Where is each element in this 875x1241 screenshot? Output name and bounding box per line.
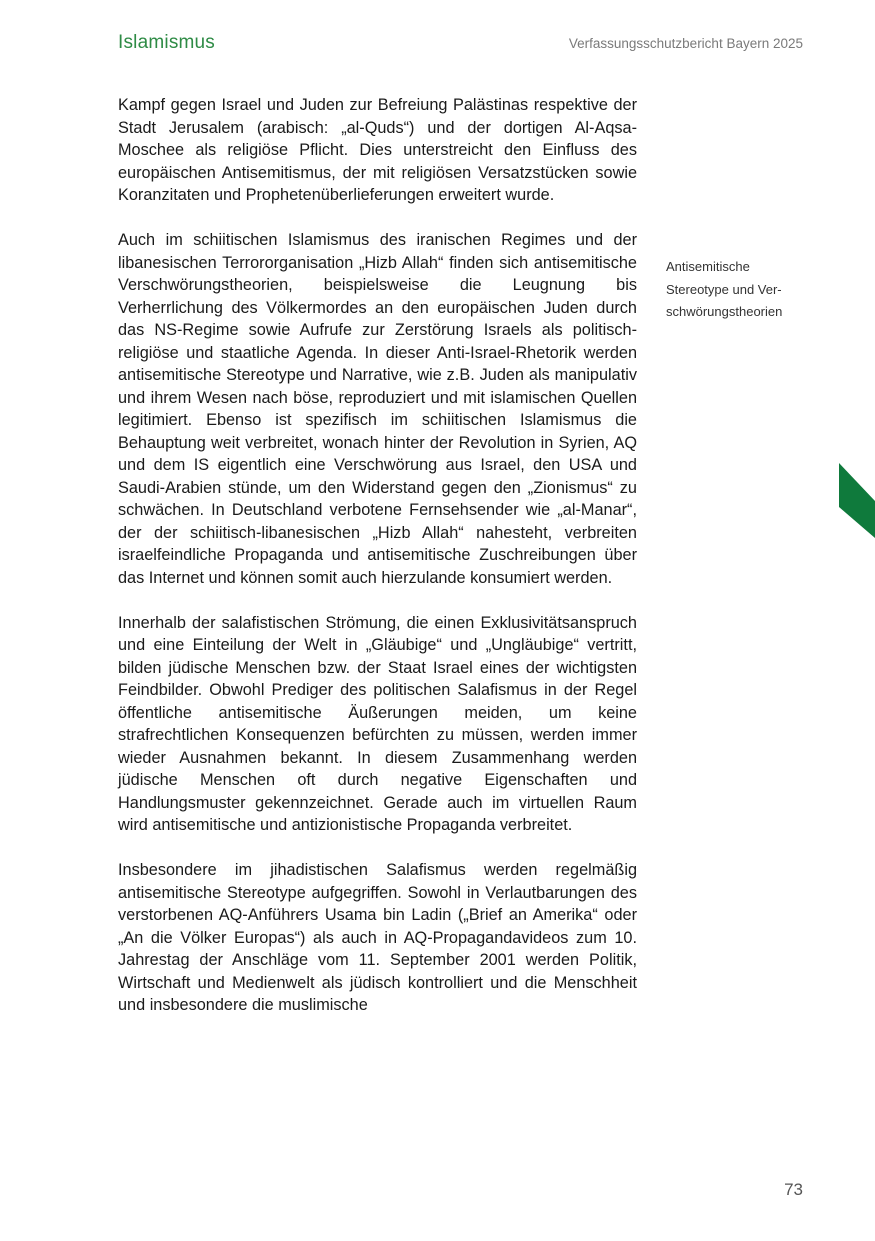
margin-note-line: schwörungstheorien bbox=[666, 304, 783, 319]
margin-note-line: Antisemitische bbox=[666, 259, 750, 274]
margin-note-line: Stereotype und Ver- bbox=[666, 281, 782, 297]
chapter-tab-shape bbox=[839, 463, 875, 538]
paragraph: Insbesondere im jihadistischen Salafismus werden regelmäßig antisemitische Stereotype aufgegriffen. Sowohl in Verlautbarungen des verstorbenen AQ-Anführers Usama bin Ladin („Brief an Amerika“ oder „An die Völker Europas“) als auch in AQ-Propagandavideos zum 10. Jahrestag der Anschläge vom 11. September 2001 werden Politik, Wirtschaft und Medienwelt als jüdisch kontrolliert und die Menschheit und insbesondere die muslimische bbox=[118, 861, 637, 1014]
main-text bbox=[118, 94, 637, 1039]
document-title: Verfassungsschutzbericht Bayern 2025 bbox=[568, 36, 803, 51]
section-title: Islamismus bbox=[118, 32, 216, 53]
paragraph: Auch im schiitischen Islamismus des iranischen Regimes und der libanesischen Terrororganisation „Hizb Allah“ finden sich antisemitische Verschwörungstheorien, beispielsweise die Leugnung bis Verherrlichung des Völkermordes an den europäischen Juden durch das NS-Regime sowie Aufrufe zur Zerstörung Israels als politisch-religiöse und staatliche Agenda. In dieser Anti-Israel-Rhetorik werden antisemitische Stereotype und Narrative, wie z.B. Juden als manipulativ und ihrem Wesen nach böse, reproduziert und mit islamischen Quellen legitimiert. Ebenso ist spezifisch im schiitischen Islamismus die Behauptung weit verbreitet, wonach hinter der Revolution in Syrien, AQ und dem IS eigentlich eine Verschwörung aus Israel, den USA und Saudi-Arabien stünde, um den Widerstand gegen den „Zionismus“ zu schwächen. In Deutschland verbotene Fernsehsender wie „al-Manar“, der der schiitisch-libanesischen „Hizb Allah“ nahesteht, verbreiten israelfeindliche Propaganda und antisemitische Zuschreibungen über das Internet und können somit auch hierzulande konsumiert werden. bbox=[118, 231, 637, 587]
page-number: 73 bbox=[784, 1180, 803, 1199]
paragraph: Innerhalb der salafistischen Strömung, die einen Exklusivitätsanspruch und eine Einteilung der Welt in „Gläubige“ und „Ungläubige“ vertritt, bilden jüdische Menschen bzw. der Staat Israel eines der wichtigsten Feindbilder. Obwohl Prediger des politischen Salafismus in der Regel öffentliche antisemitische Äußerungen meiden, um keine strafrechtlichen Konsequenzen befürchten zu müssen, werden immer wieder Ausnahmen bekannt. In diesem Zusammenhang werden jüdische Menschen oft durch negative Eigenschaften und Handlungsmuster gekennzeichnet. Gerade auch im virtuellen Raum wird antisemitische und antizionistische Propaganda verbreitet. bbox=[118, 613, 637, 834]
margin-note bbox=[666, 256, 816, 324]
paragraph: Kampf gegen Israel und Juden zur Befreiung Palästinas respektive der Stadt Jerusalem (arabisch: „al-Quds“) und der dortigen Al-Aqsa-Moschee als religiöse Pflicht. Dies unterstreicht den Einfluss des europäischen Antisemitismus, der mit religiösen Versatzstücken sowie Koranzitaten und Prophetenüberlieferungen erweitert wurde. bbox=[118, 96, 637, 204]
chapter-tab-marker bbox=[839, 463, 875, 538]
